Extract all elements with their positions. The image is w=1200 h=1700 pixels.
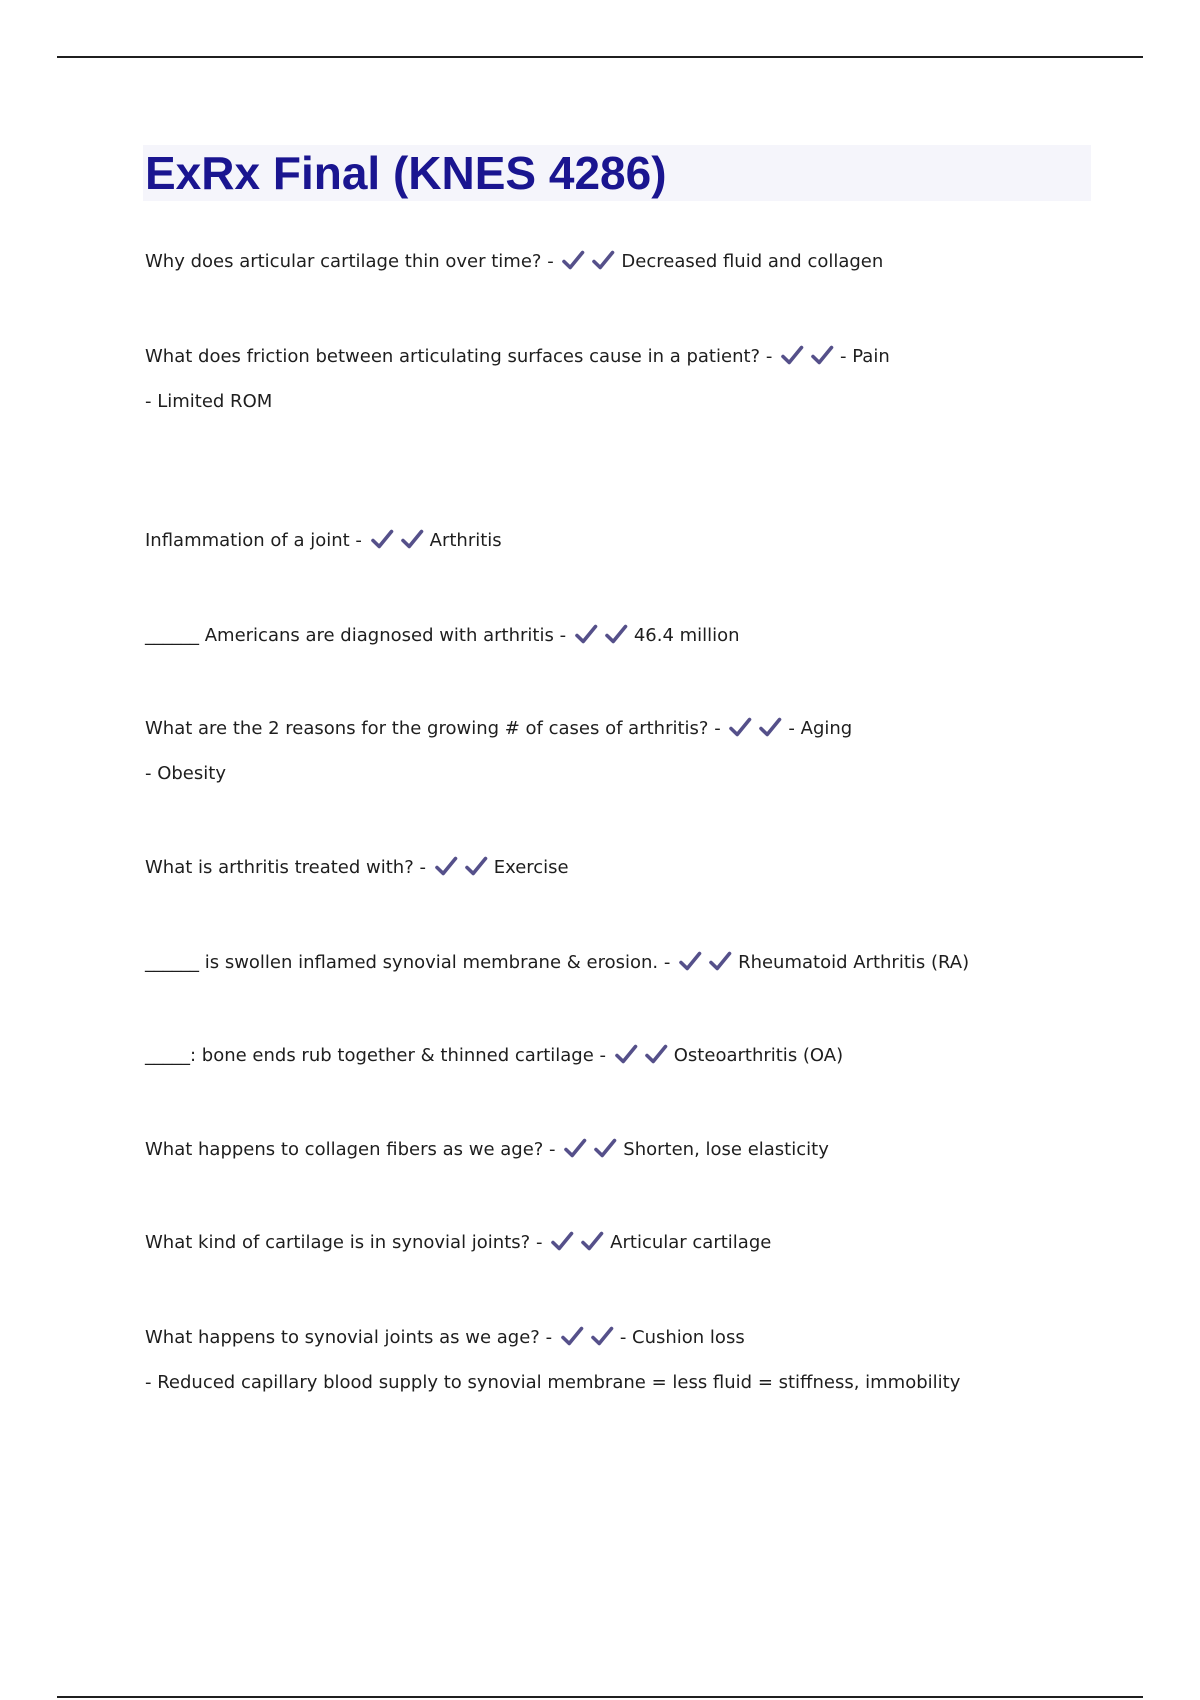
answer-text: Shorten, lose elasticity — [623, 1139, 829, 1160]
check-icon — [574, 622, 598, 646]
answer-continuation: - Reduced capillary blood supply to synovial membrane = less fluid = stiffness, immobility — [145, 1372, 961, 1393]
check-icon — [400, 527, 424, 551]
separator: - — [530, 1232, 549, 1253]
answer-text: - Aging — [788, 718, 853, 739]
qa-line — [145, 1042, 1145, 1088]
question-text: What happens to collagen fibers as we age? — [145, 1139, 544, 1160]
separator: - — [349, 530, 368, 551]
qa-item — [145, 622, 1145, 668]
qa-line — [145, 949, 1145, 995]
check-icon — [780, 343, 804, 367]
check-icon — [550, 1229, 574, 1253]
qa-item — [145, 248, 1145, 294]
separator: - — [541, 251, 560, 272]
check-icon — [580, 1229, 604, 1253]
qa-item — [145, 715, 1145, 807]
qa-line — [145, 1229, 1145, 1275]
question-text: What kind of cartilage is in synovial joints? — [145, 1232, 531, 1253]
qa-line — [145, 622, 1145, 668]
bottom-rule — [57, 1696, 1143, 1698]
answer-text: Articular cartilage — [610, 1232, 772, 1253]
qa-line — [145, 854, 1145, 900]
qa-line — [145, 1324, 1145, 1370]
check-icon — [560, 1324, 584, 1348]
check-icon — [728, 715, 752, 739]
answer-text: 46.4 million — [633, 625, 740, 646]
question-text: ______ Americans are diagnosed with arthritis — [145, 625, 554, 646]
qa-line — [145, 343, 1145, 389]
question-text: What happens to synovial joints as we age? — [145, 1327, 540, 1348]
answer-text: Decreased fluid and collagen — [621, 251, 884, 272]
qa-item — [145, 1136, 1145, 1182]
check-icon — [810, 343, 834, 367]
check-icon — [561, 248, 585, 272]
qa-line — [145, 715, 1145, 761]
separator: - — [553, 625, 572, 646]
question-text: Why does articular cartilage thin over time? — [145, 251, 542, 272]
separator: - — [543, 1139, 562, 1160]
qa-item — [145, 1042, 1145, 1088]
check-icon — [434, 854, 458, 878]
separator: - — [593, 1045, 612, 1066]
question-text: _____: bone ends rub together & thinned cartilage — [145, 1045, 594, 1066]
question-text: Inflammation of a joint — [145, 530, 350, 551]
check-icon — [678, 949, 702, 973]
qa-item — [145, 854, 1145, 900]
check-icon — [614, 1042, 638, 1066]
answer-text: - Cushion loss — [619, 1327, 745, 1348]
document-title: ExRx Final (KNES 4286) — [145, 147, 667, 199]
answer-text: Osteoarthritis (OA) — [673, 1045, 844, 1066]
question-text: What does friction between articulating surfaces cause in a patient? — [145, 346, 761, 367]
answer-continuation: - Obesity — [145, 763, 226, 784]
qa-line — [145, 248, 1145, 294]
separator: - — [539, 1327, 558, 1348]
separator: - — [658, 952, 677, 973]
separator: - — [413, 857, 432, 878]
qa-item — [145, 1229, 1145, 1275]
check-icon — [464, 854, 488, 878]
check-icon — [563, 1136, 587, 1160]
separator: - — [708, 718, 727, 739]
separator: - — [760, 346, 779, 367]
top-rule — [57, 56, 1143, 58]
qa-line — [145, 1136, 1145, 1182]
answer-text: Exercise — [493, 857, 569, 878]
answer-text: Rheumatoid Arthritis (RA) — [738, 952, 970, 973]
qa-item — [145, 527, 1145, 573]
check-icon — [708, 949, 732, 973]
answer-continuation: - Limited ROM — [145, 391, 273, 412]
check-icon — [644, 1042, 668, 1066]
answer-text: - Pain — [840, 346, 890, 367]
check-icon — [591, 248, 615, 272]
check-icon — [604, 622, 628, 646]
check-icon — [590, 1324, 614, 1348]
qa-line — [145, 527, 1145, 573]
question-text: ______ is swollen inflamed synovial membrane & erosion. — [145, 952, 659, 973]
check-icon — [370, 527, 394, 551]
qa-item — [145, 343, 1145, 435]
qa-item — [145, 1324, 1145, 1416]
question-text: What is arthritis treated with? — [145, 857, 414, 878]
question-text: What are the 2 reasons for the growing # of cases of arthritis? — [145, 718, 709, 739]
qa-item — [145, 949, 1145, 995]
check-icon — [593, 1136, 617, 1160]
check-icon — [758, 715, 782, 739]
answer-text: Arthritis — [429, 530, 502, 551]
